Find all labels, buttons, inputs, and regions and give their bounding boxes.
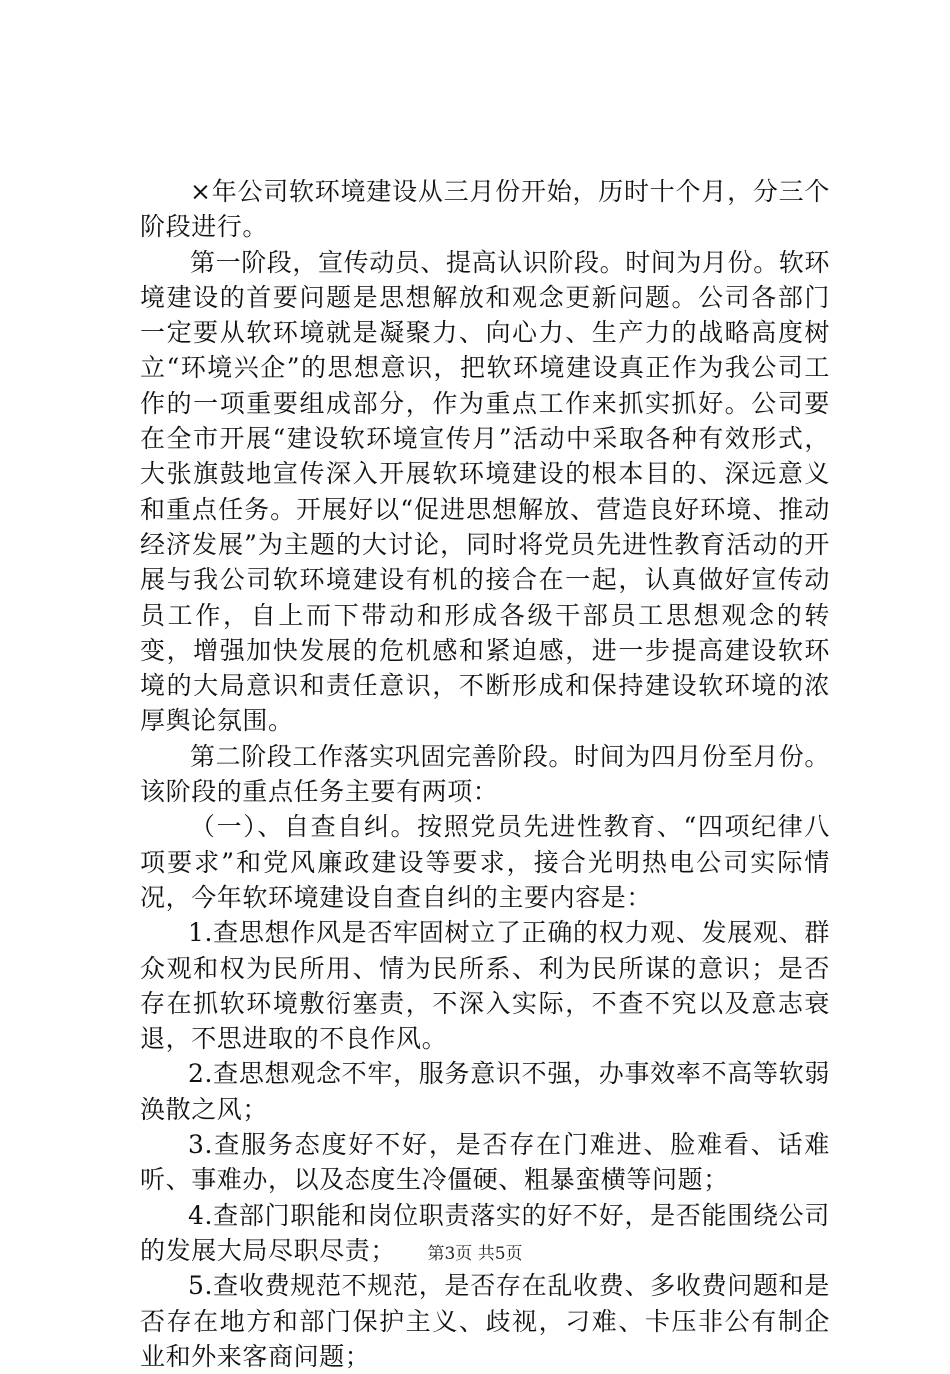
list-item-3: 3.查服务态度好不好，是否存在门难进、脸难看、话难听、事难办，以及态度生冷僵硬、粗暴蛮横等问题； — [140, 1130, 830, 1195]
document-body — [140, 174, 830, 1374]
list-item-5: 5.查收费规范不规范，是否存在乱收费、多收费问题和是否存在地方和部门保护主义、歧视，刁难、卡压非公有制企业和外来客商问题； — [140, 1271, 830, 1371]
paragraph-stage-two: 第二阶段工作落实巩固完善阶段。时间为四月份至月份。该阶段的重点任务主要有两项： — [140, 741, 831, 807]
paragraph-intro: ×年公司软环境建设从三月份开始，历时十个月，分三个阶段进行。 — [140, 177, 830, 242]
list-item-4: 4.查部门职能和岗位职责落实的好不好，是否能围绕公司的发展大局尽职尽责； — [140, 1200, 830, 1265]
paragraph-stage-one: 第一阶段，宣传动员、提高认识阶段。时间为月份。软环境建设的首要问题是思想解放和观念更新问题。公司各部门一定要从软环境就是凝聚力、向心力、生产力的战略高度树立“环境兴企”的思想意识，把软环境建设真正作为我公司工作的一项重要组成部分，作为重点工作来抓实抓好。公司要在全市开展“建设软环境宣传月”活动中采取各种有效形式，大张旗鼓地宣传深入开展软环境建设的根本目的、深远意义和重点任务。开展好以“促进思想解放、营造良好环境、推动经济发展”为主题的大讨论，同时将党员先进性教育活动的开展与我公司软环境建设有机的接合在一起，认真做好宣传动员工作，自上而下带动和形成各级干部员工思想观念的转变，增强加快发展的危机感和紧迫感，进一步提高建设软环境的大局意识和责任意识，不断形成和保持建设软环境的浓厚舆论氛围。 — [140, 247, 831, 736]
page-footer: 第3页 共5页 — [427, 1244, 523, 1264]
list-item-2: 2.查思想观念不牢，服务意识不强，办事效率不高等软弱涣散之风； — [140, 1059, 830, 1124]
list-item-1: 1.查思想作风是否牢固树立了正确的权力观、发展观、群众观和权为民所用、情为民所系、利为民所谋的意识；是否存在抓软环境敷衍塞责，不深入实际，不查不究以及意志衰退，不思进取的不良作风。 — [140, 918, 830, 1054]
paragraph-self-check: （一）、自查自纠。按照党员先进性教育、“四项纪律八项要求”和党风廉政建设等要求，接合光明热电公司实际情况，今年软环境建设自查自纠的主要内容是： — [140, 812, 830, 912]
